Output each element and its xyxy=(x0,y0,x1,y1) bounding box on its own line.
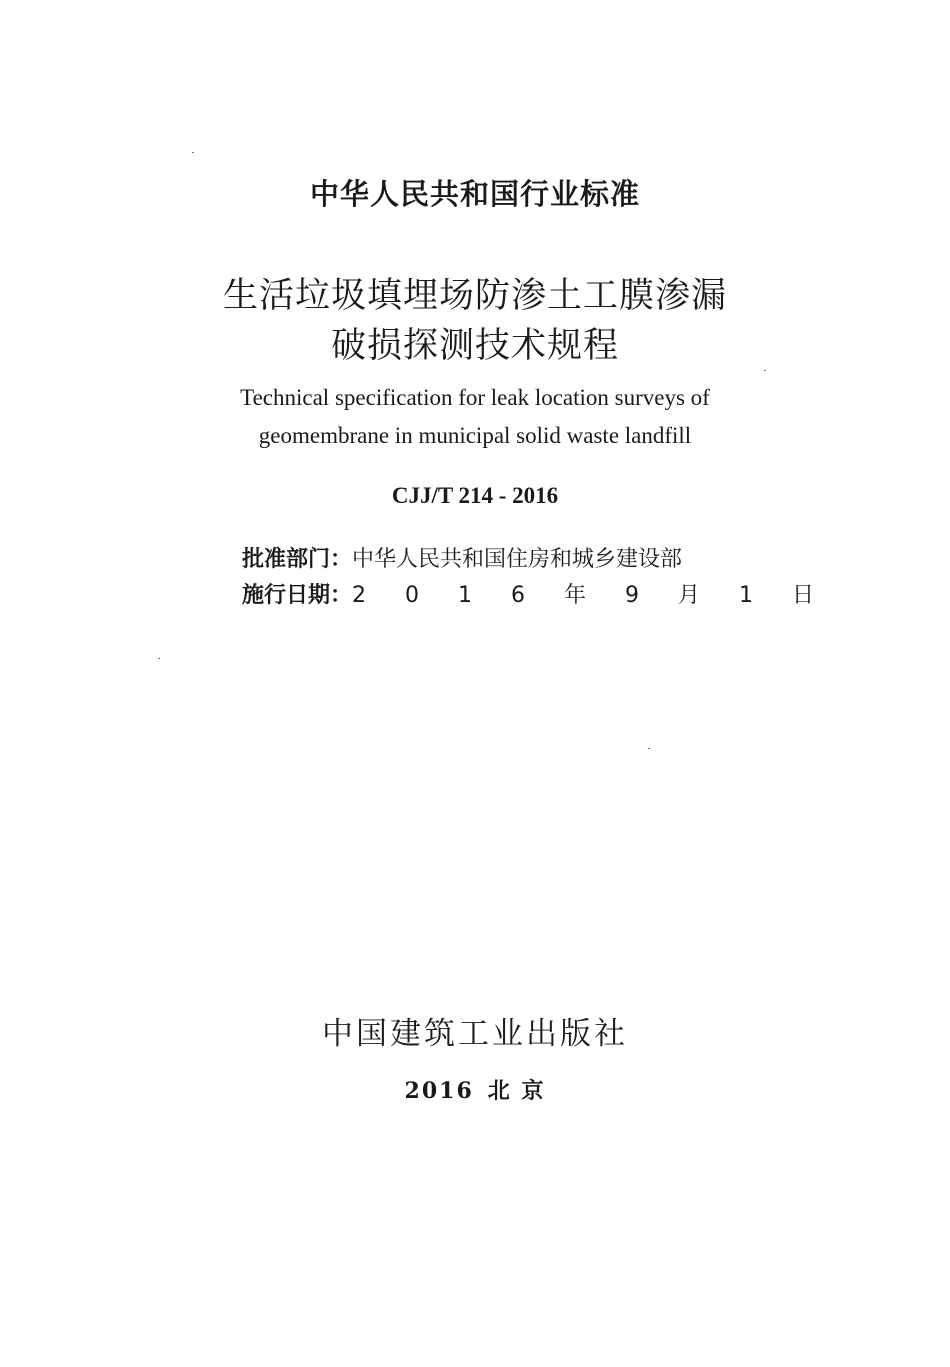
standard-series: 中华人民共和国行业标准 xyxy=(309,177,640,211)
chinese-title-line-2: 破损探测技术规程 xyxy=(330,326,619,366)
approval-department-row xyxy=(242,542,682,573)
chinese-title-line-1: 生活垃圾填埋场防渗土工膜渗漏 xyxy=(222,276,727,316)
publication-place xyxy=(0,1074,950,1105)
publisher-name: 中国建筑工业出版社 xyxy=(322,1016,628,1052)
publication-city: 北 京 xyxy=(487,1078,546,1104)
publication-year: 2016 xyxy=(404,1078,474,1104)
scan-speck xyxy=(192,152,194,153)
scan-speck xyxy=(648,748,650,749)
scan-speck xyxy=(158,658,160,659)
english-title-line-1: Technical specification for leak location surveys of xyxy=(240,385,710,410)
standard-code: CJJ/T 214 - 2016 xyxy=(391,483,559,508)
approval-label: 批准部门： xyxy=(242,547,353,572)
english-title-line-2: geomembrane in municipal solid waste landfill xyxy=(258,423,692,448)
approval-value: 中华人民共和国住房和城乡建设部 xyxy=(352,547,683,572)
effective-value: 2 0 1 6 年 9 月 1 日 xyxy=(352,583,830,608)
effective-date-row xyxy=(242,578,830,609)
scan-speck xyxy=(764,370,766,371)
effective-label: 施行日期： xyxy=(242,583,353,608)
